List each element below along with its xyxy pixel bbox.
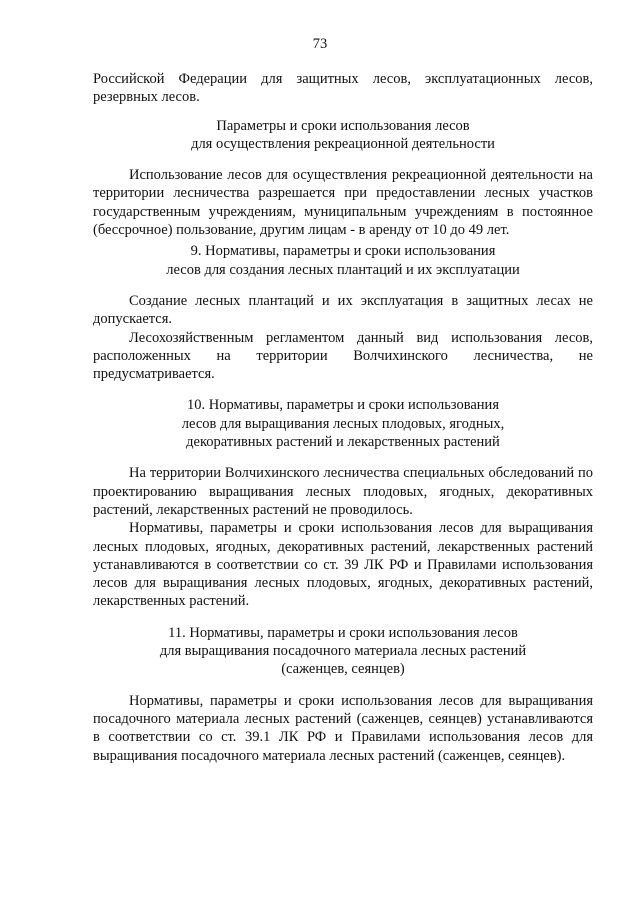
section-heading-10 [93, 396, 593, 451]
section-heading-recreation [93, 117, 593, 154]
heading-line: для выращивания посадочного материала лесных растений [159, 643, 527, 660]
heading-line: для осуществления рекреационной деятельности [191, 135, 495, 152]
heading-line: Параметры и сроки использования лесов [216, 117, 470, 134]
heading-line: декоративных растений и лекарственных растений [186, 434, 500, 451]
heading-line: 11. Нормативы, параметры и сроки использования лесов [168, 624, 518, 641]
paragraph: На территории Волчихинского лесничества специальных обследований по проектированию выращивания лесных плодовых, ягодных, декоративных растений, лекарственных растений не проводилось. [93, 465, 593, 518]
section-heading-11 [93, 624, 593, 679]
paragraph: Нормативы, параметры и сроки использования лесов для выращивания посадочного материала лесных растений (саженцев, сеянцев) устанавливаются в соответствии со ст. 39.1 ЛК РФ и Правилами использования лесов для выращивания посадочного материала лесных растений (саженцев, сеянцев). [93, 692, 593, 764]
page-content [93, 70, 593, 765]
paragraph: Лесохозяйственным регламентом данный вид использования лесов, расположенных на территории Волчихинского лесничества, не предусматривается. [93, 329, 593, 383]
paragraph: Нормативы, параметры и сроки использования лесов для выращивания лесных плодовых, ягодных, декоративных растений, лекарственных растений устанавливаются в соответствии со ст. 39 ЛК РФ и Правилами использования лесов для выращивания лесных плодовых, ягодных, декоративных растений, лекарственных растений. [93, 520, 593, 610]
paragraph: Использование лесов для осуществления рекреационной деятельности на территории лесничества разрешается при предоставлении лесных участков государственным учреждениям, муниципальным учреждениям в постоянное (бессрочное) пользование, другим лицам - в аренду от 10 до 49 лет. [93, 167, 593, 239]
heading-line: 10. Нормативы, параметры и сроки использования [187, 397, 499, 414]
heading-line: лесов для создания лесных плантаций и их эксплуатации [166, 261, 520, 278]
paragraph: Создание лесных плантаций и их эксплуатация в защитных лесах не допускается. [93, 292, 593, 328]
section-heading-9 [93, 242, 593, 279]
intro-paragraph: Российской Федерации для защитных лесов, эксплуатационных лесов, резервных лесов. [93, 71, 593, 106]
page-number: 73 [312, 36, 328, 52]
heading-line: лесов для выращивания лесных плодовых, ягодных, [181, 415, 505, 432]
heading-line: (саженцев, сеянцев) [281, 661, 405, 678]
heading-line: 9. Нормативы, параметры и сроки использования [190, 243, 496, 260]
